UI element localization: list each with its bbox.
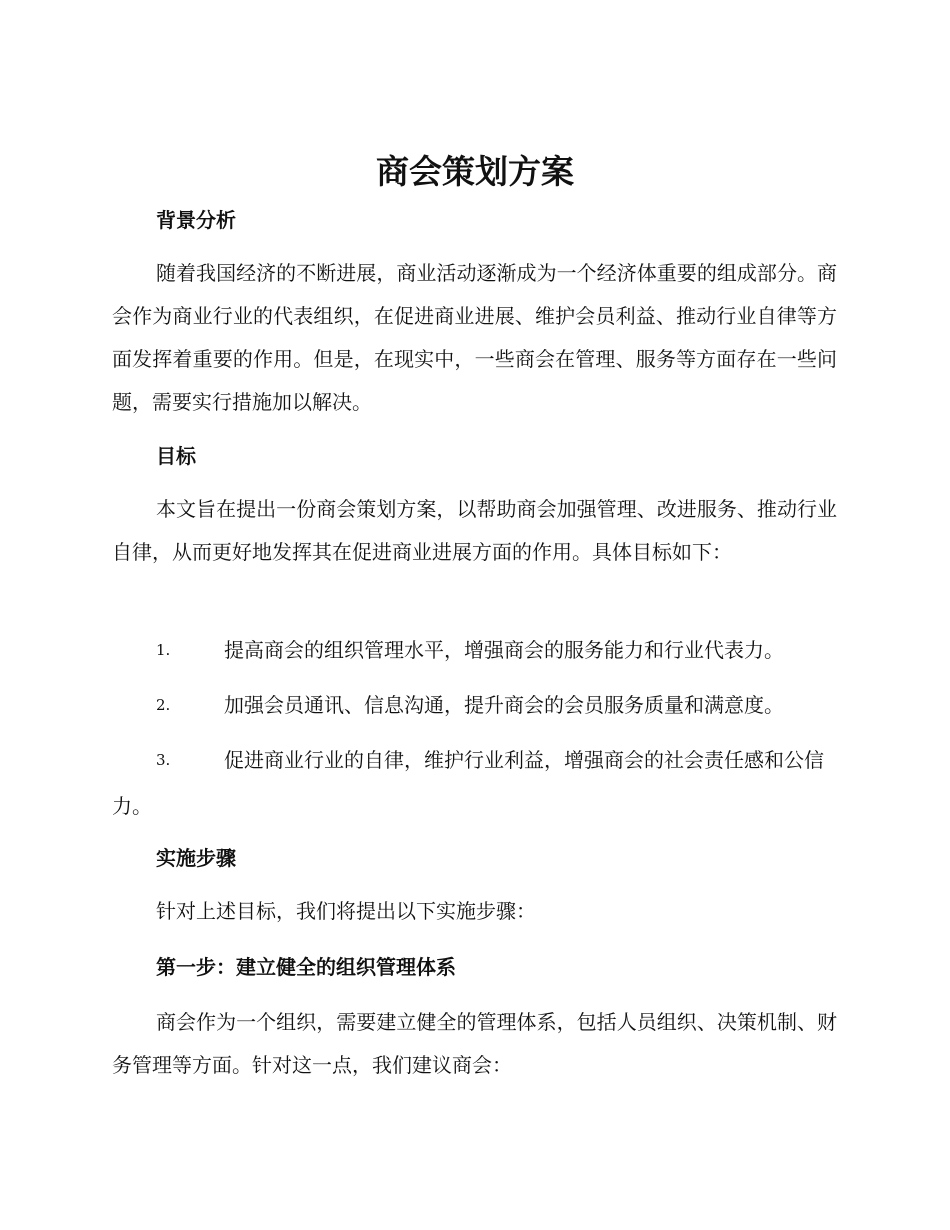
list-number: 2.: [156, 696, 171, 714]
list-number: 1.: [156, 641, 171, 659]
section-heading-steps: 实施步骤: [156, 846, 236, 870]
step-one-heading: 第一步：建立健全的组织管理体系: [156, 955, 456, 979]
list-item-text: 提高商会的组织管理水平，增强商会的服务能力和行业代表力。: [224, 638, 784, 662]
steps-intro-paragraph: 针对上述目标，我们将提出以下实施步骤：: [156, 899, 536, 923]
page-title: 商会策划方案: [376, 152, 574, 191]
goal-list-item-3: [112, 737, 837, 829]
section-heading-background: 背景分析: [156, 208, 236, 232]
goals-paragraph: 本文旨在提出一份商会策划方案，以帮助商会加强管理、改进服务、推动行业自律，从而更好地发挥其在促进商业进展方面的作用。具体目标如下：: [112, 497, 837, 564]
step-one-paragraph: 商会作为一个组织，需要建立健全的管理体系，包括人员组织、决策机制、财务管理等方面。针对这一点，我们建议商会：: [112, 1010, 837, 1077]
list-number: 3.: [156, 751, 171, 769]
goal-list-item-1: [112, 627, 837, 673]
list-item-text: 加强会员通讯、信息沟通，提升商会的会员服务质量和满意度。: [224, 693, 784, 717]
section-heading-goals: 目标: [156, 444, 196, 468]
goal-list-item-2: [112, 682, 837, 728]
list-item-text: 促进商业行业的自律，维护行业利益，增强商会的社会责任感和公信力。: [112, 748, 824, 818]
background-paragraph: 随着我国经济的不断进展，商业活动逐渐成为一个经济体重要的组成部分。商会作为商业行业的代表组织，在促进商业进展、维护会员利益、推动行业自律等方面发挥着重要的作用。但是，在现实中，一些商会在管理、服务等方面存在一些问题，需要实行措施加以解决。: [112, 261, 837, 414]
